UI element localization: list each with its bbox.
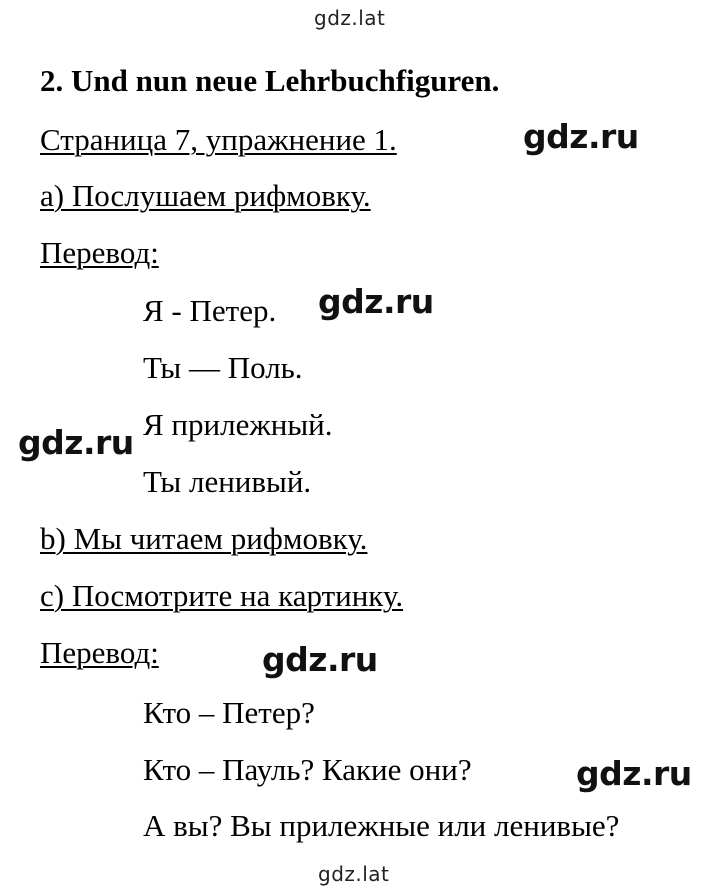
page-reference: Страница 7, упражнение 1. <box>40 122 397 157</box>
translation-label-2: Перевод: <box>40 635 159 670</box>
question-line-3: А вы? Вы прилежные или ленивые? <box>143 808 620 843</box>
gdz-watermark: gdz.ru <box>576 754 692 793</box>
gdz-watermark: gdz.ru <box>262 640 378 679</box>
footer-watermark: gdz.lat <box>318 862 390 886</box>
rhyme-line-1: Я - Петер. <box>143 293 277 328</box>
task-c: с) Посмотрите на картинку. <box>40 578 404 613</box>
question-line-2: Кто – Пауль? Какие они? <box>143 752 472 787</box>
header-watermark: gdz.lat <box>314 6 386 30</box>
rhyme-line-3: Я прилежный. <box>143 407 333 442</box>
exercise-heading: 2. Und nun neue Lehrbuchfiguren. <box>40 63 500 98</box>
task-a: а) Послушаем рифмовку. <box>40 178 371 213</box>
rhyme-line-4: Ты ленивый. <box>143 464 312 499</box>
rhyme-line-2: Ты — Поль. <box>143 350 303 385</box>
gdz-watermark: gdz.ru <box>18 423 134 462</box>
task-b: b) Мы читаем рифмовку. <box>40 521 368 556</box>
gdz-watermark: gdz.ru <box>318 282 434 321</box>
gdz-watermark: gdz.ru <box>523 117 639 156</box>
translation-label-1: Перевод: <box>40 235 159 270</box>
question-line-1: Кто – Петер? <box>143 695 315 730</box>
